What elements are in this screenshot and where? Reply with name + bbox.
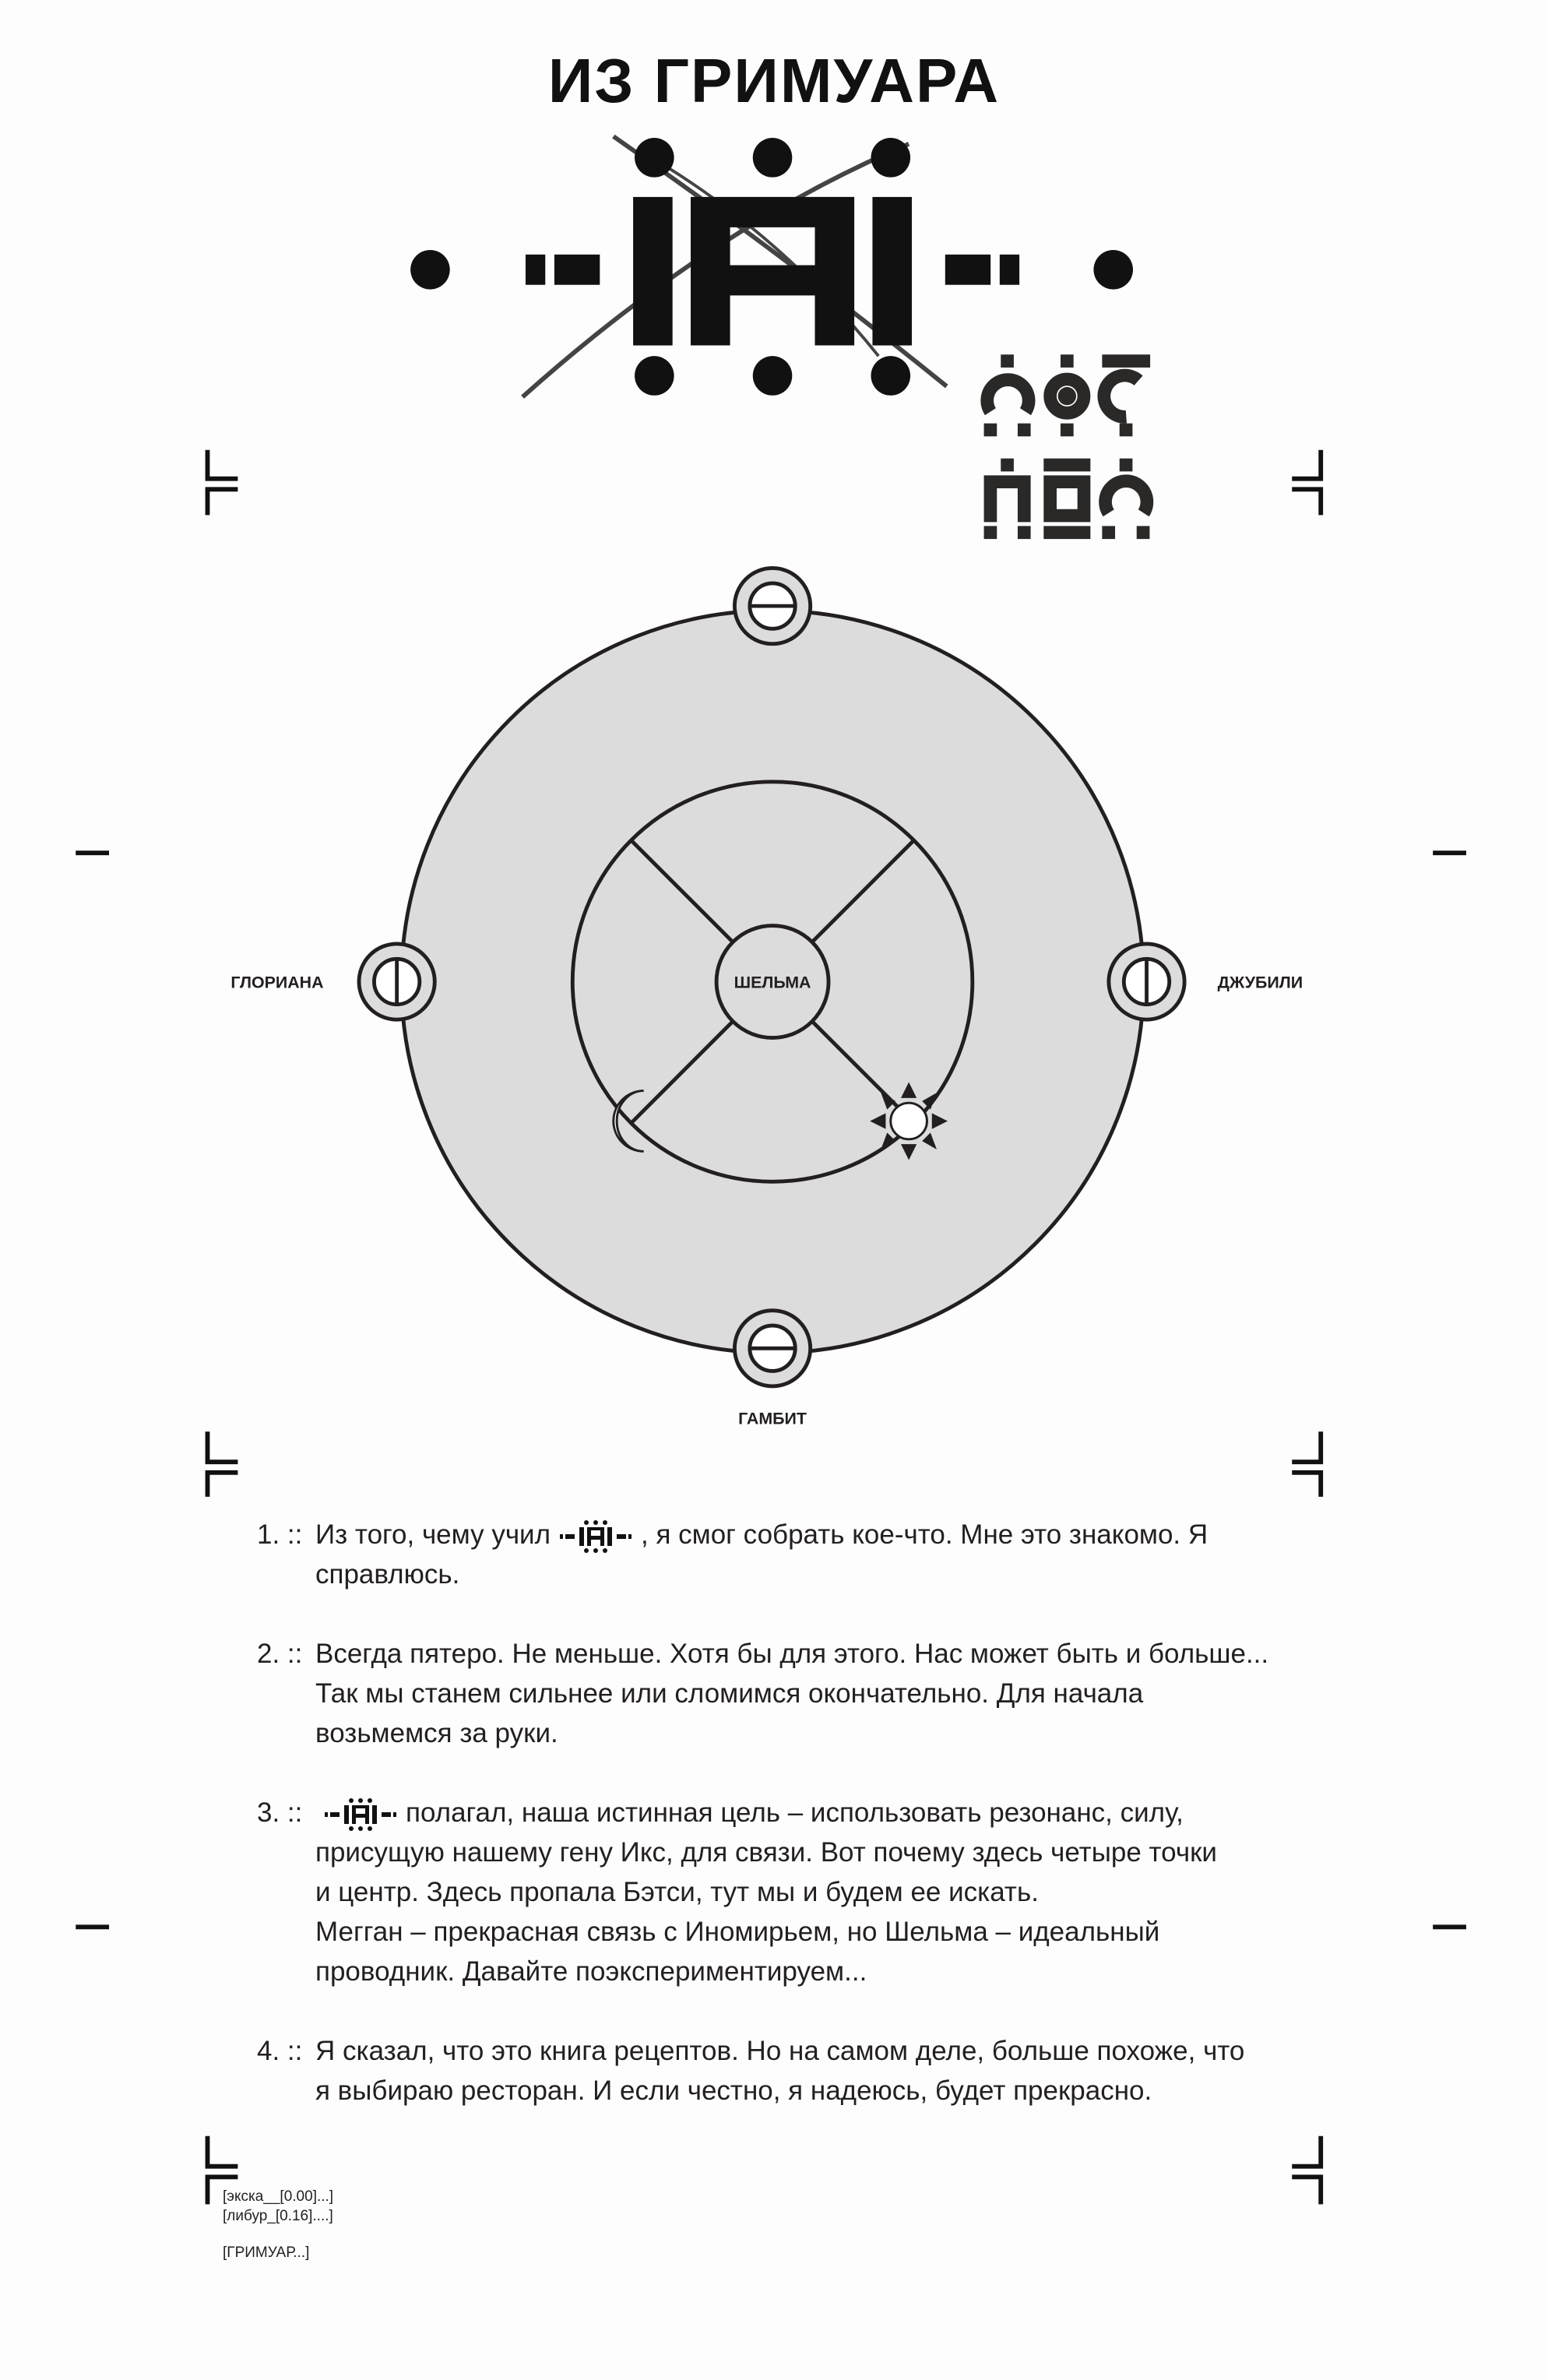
list-item xyxy=(257,1793,1324,1991)
item-number: 3. :: xyxy=(257,1797,303,1828)
item-text: Из того, чему учил xyxy=(315,1519,551,1550)
footer-code-2: [либур_[0.16]....] xyxy=(223,2208,333,2224)
item-text: справлюсь. xyxy=(315,1559,460,1590)
item-text: возьмемся за руки. xyxy=(315,1718,558,1748)
footer-code-1: [экска__[0.00]...] xyxy=(223,2188,334,2205)
item-text: присущую нашему гену Икс, для связи. Вот почему здесь четыре точки xyxy=(315,1837,1217,1868)
xavier-logo-icon xyxy=(323,1797,398,1832)
footer-code-3: [ГРИМУАР...] xyxy=(223,2244,310,2261)
item-text: Мегган – прекрасная связь с Иномирьем, но Шельма – идеальный xyxy=(315,1917,1160,1947)
item-number: 2. :: xyxy=(257,1639,303,1669)
right-label: ДЖУБИЛИ xyxy=(1217,973,1303,992)
xavier-logo-icon xyxy=(558,1519,633,1554)
item-text: и центр. Здесь пропала Бэтси, тут мы и будем ее искать. xyxy=(315,1877,1039,1907)
list-item xyxy=(257,1515,1324,1594)
item-text: , я смог собрать кое-что. Мне это знакомо. Я xyxy=(641,1519,1208,1550)
item-number: 1. :: xyxy=(257,1519,303,1550)
list-item xyxy=(257,2031,1324,2111)
sun-icon xyxy=(872,1085,945,1157)
bottom-label: ГАМБИТ xyxy=(738,1409,807,1428)
item-text: Всегда пятеро. Не меньше. Хотя бы для этого. Нас может быть и больше... xyxy=(315,1639,1269,1669)
item-text: проводник. Давайте поэкспериментируем... xyxy=(315,1956,867,1987)
list-item xyxy=(257,1634,1324,1753)
node-left xyxy=(359,944,434,1019)
item-text: Я сказал, что это книга рецептов. Но на самом деле, больше похоже, что xyxy=(315,2036,1245,2066)
cipher-glyphs xyxy=(984,354,1151,539)
node-top xyxy=(734,568,810,643)
item-text: я выбираю ресторан. И если честно, я надеюсь, будет прекрасно. xyxy=(315,2075,1152,2106)
notes-list xyxy=(257,1515,1324,2150)
node-right xyxy=(1109,944,1184,1019)
item-number: 4. :: xyxy=(257,2036,303,2066)
item-text: полагал, наша истинная цель – использовать резонанс, силу, xyxy=(406,1797,1184,1828)
node-bottom xyxy=(734,1311,810,1386)
left-label: ГЛОРИАНА xyxy=(230,973,324,992)
item-text: Так мы станем сильнее или сломимся окончательно. Для начала xyxy=(315,1678,1144,1709)
page-title: ИЗ ГРИМУАРА xyxy=(547,46,1001,115)
center-label: ШЕЛЬМА xyxy=(734,973,811,992)
xavier-logo xyxy=(410,136,1133,397)
